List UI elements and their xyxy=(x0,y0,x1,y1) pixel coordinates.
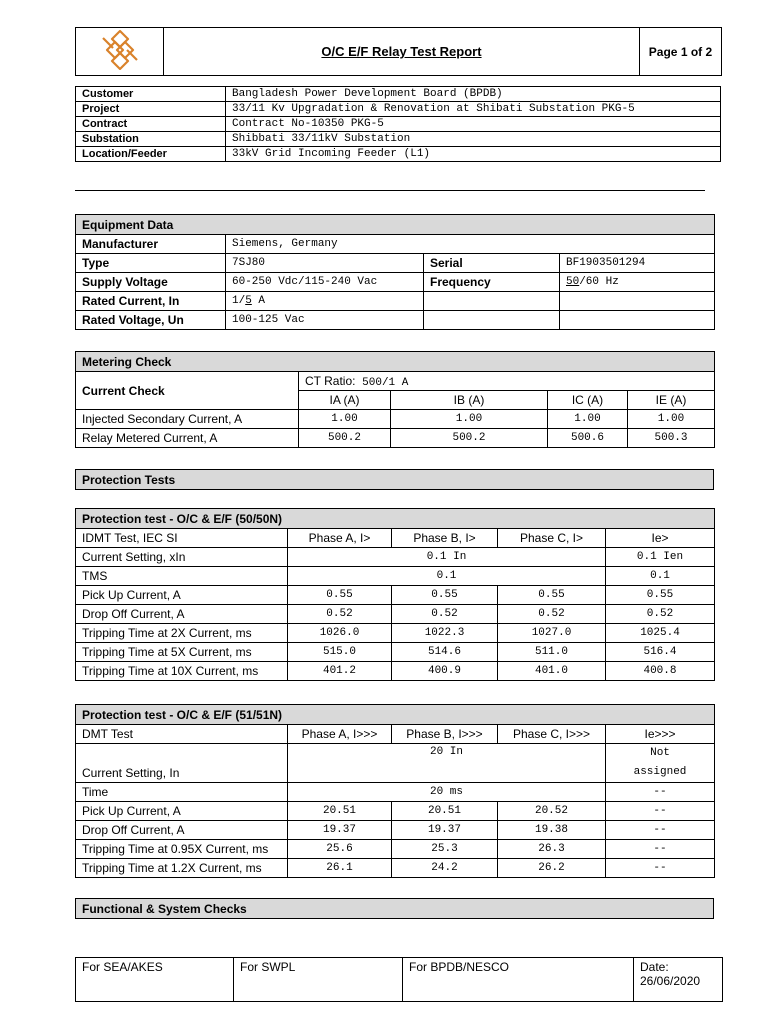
substation-label: Substation xyxy=(76,132,226,147)
equipment-section-title: Equipment Data xyxy=(76,215,715,235)
test1-method: IDMT Test, IEC SI xyxy=(76,529,288,548)
location-label: Location/Feeder xyxy=(76,147,226,162)
date-value: 26/06/2020 xyxy=(640,974,701,988)
metering-check-table xyxy=(75,351,715,448)
ct-ratio: CT Ratio: 500/1 A xyxy=(299,372,715,391)
signature-footer xyxy=(75,957,723,1002)
col-ib: IB (A) xyxy=(391,391,548,410)
report-title: O/C E/F Relay Test Report xyxy=(321,44,482,59)
test1-col-earth: Ie> xyxy=(606,529,715,548)
col-ia: IA (A) xyxy=(299,391,391,410)
substation-value: Shibbati 33/11kV Substation xyxy=(226,132,721,147)
frequency-label: Frequency xyxy=(424,273,560,292)
test2-col-earth: Ie>>> xyxy=(606,725,715,744)
company-logo xyxy=(76,28,164,76)
table-row: Drop Off Current, A 0.52 0.52 0.52 0.52 xyxy=(76,605,715,624)
frequency-value: 50/60 Hz xyxy=(560,273,715,292)
supply-voltage-label: Supply Voltage xyxy=(76,273,226,292)
test2-col-phase-c: Phase C, I>>> xyxy=(498,725,606,744)
table-row: Tripping Time at 5X Current, ms 515.0 514.6 511.0 516.4 xyxy=(76,643,715,662)
test1-col-phase-b: Phase B, I> xyxy=(392,529,498,548)
test2-title: Protection test - O/C & E/F (51/51N) xyxy=(76,705,715,725)
page-total: 2 xyxy=(705,44,713,59)
rated-current-label: Rated Current, In xyxy=(76,292,226,311)
table-row: Pick Up Current, A 20.51 20.51 20.52 -- xyxy=(76,802,715,821)
date-box xyxy=(634,958,723,1002)
customer-value: Bangladesh Power Development Board (BPDB) xyxy=(226,87,721,102)
rated-current-selected: 5 xyxy=(245,295,252,307)
table-row: Tripping Time at 1.2X Current, ms 26.1 24.2 26.2 -- xyxy=(76,859,715,878)
horizontal-divider xyxy=(75,190,705,191)
page-number: 1 xyxy=(680,44,688,59)
contract-value: Contract No-10350 PKG-5 xyxy=(226,117,721,132)
table-row: Pick Up Current, A 0.55 0.55 0.55 0.55 xyxy=(76,586,715,605)
table-row: Tripping Time at 10X Current, ms 401.2 400.9 401.0 400.8 xyxy=(76,662,715,681)
project-value: 33/11 Kv Upgradation & Renovation at Shibati Substation PKG-5 xyxy=(226,102,721,117)
ct-ratio-value: 500/1 A xyxy=(362,376,409,389)
supply-voltage-value: 60-250 Vdc/115-240 Vac xyxy=(226,273,424,292)
location-value: 33kV Grid Incoming Feeder (L1) xyxy=(226,147,721,162)
serial-value: BF1903501294 xyxy=(560,254,715,273)
project-info-table xyxy=(75,86,721,162)
protection-test-50-50n: Protection test - O/C & E/F (50/50N) IDMT Test, IEC SI Phase A, I> Phase B, I> Phase C, I> Ie> Current Setting, xIn 0.1 In 0.1 Ien TMS 0.1 0.1 Pick Up Current, A 0.55 0.55 0.55 0.55 Drop Off Current, A 0.52 0.52 0.52 0.52 Tripping Time at 2X Current, ms 1026.0 1022.3 1027.0 1025.4 Tripping Time at 5X Current, ms 515.0 514.6 511.0 516.4 Tripping Time at 10X Current, ms 401.2 400.9 401.0 400.8 xyxy=(75,508,715,681)
rated-current-value: 1/5 A xyxy=(226,292,424,311)
logo-icon xyxy=(95,28,145,70)
contract-label: Contract xyxy=(76,117,226,132)
test2-method: DMT Test xyxy=(76,725,288,744)
protection-test-51-51n: Protection test - O/C & E/F (51/51N) DMT Test Phase A, I>>> Phase B, I>>> Phase C, I>>> Ie>>> Current Setting, In 20 In Not assigned Time 20 ms -- Pick Up Current, A 20.51 20.51 20.52 -- Drop Off Current, A 19.37 19.37 19.38 -- Tripping Time at 0.95X Current, ms 25.6 25.3 26.3 -- Tripping Time at 1.2X Current, ms 26.1 24.2 26.2 -- xyxy=(75,704,715,878)
table-row: Tripping Time at 0.95X Current, ms 25.6 25.3 26.3 -- xyxy=(76,840,715,859)
current-check-label: Current Check xyxy=(76,372,299,410)
functional-checks-bar xyxy=(75,898,714,919)
sign-box-bpdb: For BPDB/NESCO xyxy=(403,958,634,1002)
project-label: Project xyxy=(76,102,226,117)
table-row: Tripping Time at 2X Current, ms 1026.0 1022.3 1027.0 1025.4 xyxy=(76,624,715,643)
manufacturer-label: Manufacturer xyxy=(76,235,226,254)
test1-title: Protection test - O/C & E/F (50/50N) xyxy=(76,509,715,529)
protection-tests-title: Protection Tests xyxy=(76,470,714,490)
serial-label: Serial xyxy=(424,254,560,273)
test2-col-phase-a: Phase A, I>>> xyxy=(288,725,392,744)
rated-voltage-value: 100-125 Vac xyxy=(226,311,424,330)
type-label: Type xyxy=(76,254,226,273)
functional-checks-title: Functional & System Checks xyxy=(76,899,714,919)
type-value: 7SJ80 xyxy=(226,254,424,273)
equipment-data-table xyxy=(75,214,715,330)
sign-box-sea: For SEA/AKES xyxy=(76,958,234,1002)
col-ie: IE (A) xyxy=(628,391,715,410)
protection-tests-bar xyxy=(75,469,714,490)
date-label: Date: xyxy=(640,960,669,974)
table-row: Drop Off Current, A 19.37 19.37 19.38 -- xyxy=(76,821,715,840)
sign-box-swpl: For SWPL xyxy=(234,958,403,1002)
manufacturer-value: Siemens, Germany xyxy=(226,235,715,254)
col-ic: IC (A) xyxy=(548,391,628,410)
test1-col-phase-a: Phase A, I> xyxy=(288,529,392,548)
page-indicator: Page 1 of 2 xyxy=(640,28,722,76)
rated-voltage-label: Rated Voltage, Un xyxy=(76,311,226,330)
report-header xyxy=(75,27,722,76)
test1-col-phase-c: Phase C, I> xyxy=(498,529,606,548)
frequency-selected: 50 xyxy=(566,276,580,288)
customer-label: Customer xyxy=(76,87,226,102)
metering-section-title: Metering Check xyxy=(76,352,715,372)
table-row: Relay Metered Current, A 500.2 500.2 500.6 500.3 xyxy=(76,429,715,448)
test2-col-phase-b: Phase B, I>>> xyxy=(392,725,498,744)
table-row: Injected Secondary Current, A 1.00 1.00 1.00 1.00 xyxy=(76,410,715,429)
